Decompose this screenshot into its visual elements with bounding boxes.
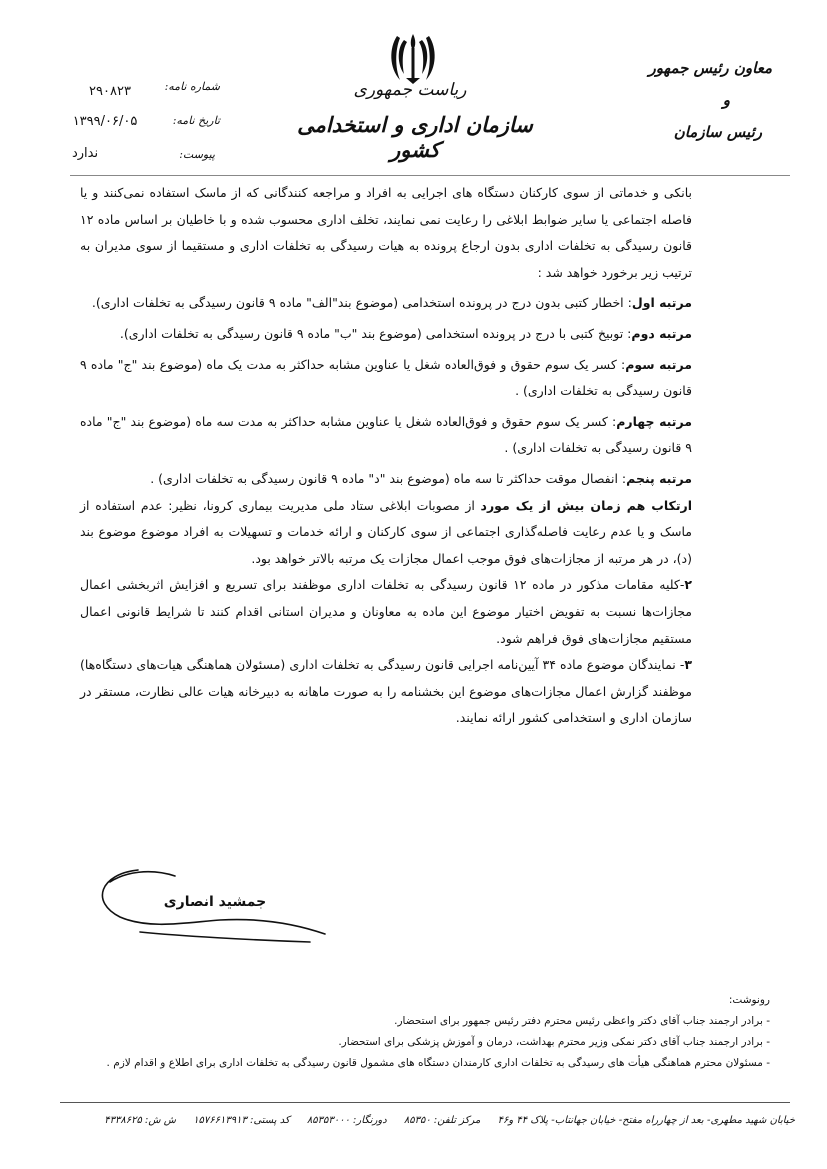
level-3-text: : کسر یک سوم حقوق و فوق‌العاده شغل یا عناوین مشابه حداکثر به مدت یک ماه (موضوع بند "ج" ماده ۹ قانون رسیدگی به تخلفات اداری) . bbox=[80, 356, 692, 399]
level-5-title: مرتبه پنجم bbox=[626, 470, 692, 486]
attachment-value: ندارد bbox=[71, 146, 99, 161]
level-1-paragraph bbox=[80, 290, 692, 317]
letter-body bbox=[80, 180, 692, 732]
level-2-text: : توبیخ کتبی با درج در پرونده استخدامی (موضوع بند "ب" ماده ۹ قانون رسیدگی به تخلفات اداری). bbox=[119, 325, 632, 341]
repeat-paragraph bbox=[80, 493, 692, 573]
date-value: ۱۳۹۹/۰۶/۰۵ bbox=[72, 114, 138, 129]
intro-paragraph: بانکی و خدماتی از سوی کارکنان دستگاه های اجرایی به افراد و مراجعه کنندگانی که از ماسک استفاده نمی‌کنند و یا فاصله اجتماعی یا سایر ضوابط ابلاغی را رعایت نمی نمایند، تخلف اداری محسوب شده و با خاطیان بر اساس ماده ۱۲ قانون رسیدگی به تخلفات اداری بدون ارجاع پرونده به هیات رسیدگی به تخلفات اداری و مستقیما از سوی مدیران به ترتیب زیر برخورد خواهد شد : bbox=[80, 185, 692, 280]
presidency-title: ریاست جمهوری bbox=[353, 80, 467, 100]
level-2-title: مرتبه دوم bbox=[631, 325, 692, 341]
addressee-line1: معاون رئیس جمهور bbox=[648, 59, 772, 77]
iran-emblem-icon bbox=[388, 30, 438, 86]
footer bbox=[80, 1115, 795, 1126]
number-value: ۲۹۰۸۲۳ bbox=[89, 84, 131, 99]
footer-national-id: ش ش: ۴۳۳۸۶۲۵ bbox=[104, 1115, 176, 1126]
signatory-name: جمشید انصاری bbox=[163, 894, 267, 910]
cc-line-2: - برادر ارجمند جناب آقای دکتر نمکی وزیر محترم بهداشت، درمان و آموزش پزشکی برای استحضار. bbox=[338, 1036, 770, 1048]
level-5-text: : انفصال موقت حداکثر تا سه ماه (موضوع بند "د" ماده ۹ قانون رسیدگی به تخلفات اداری) . bbox=[150, 470, 627, 486]
level-2-paragraph bbox=[80, 321, 692, 348]
footer-call-center: مرکز تلفن: ۸۵۳۵۰ bbox=[403, 1115, 481, 1126]
item-3-paragraph bbox=[80, 652, 692, 732]
level-1-title: مرتبه اول bbox=[631, 295, 692, 311]
item-2-text: -کلیه مقامات مذکور در ماده ۱۲ قانون رسیدگی به تخلفات اداری موظفند برای تسریع و افزایش اثربخشی اعمال مجازات‌ها نسبت به تفویض اختیار موضوع این ماده به معاونان و مدیران استانی اقدام کنند تا شرایط قانونی اعمال مستقیم مجازات‌های فوق فراهم شود. bbox=[80, 577, 692, 646]
attachment-label: پیوست: bbox=[179, 148, 215, 161]
repeat-title: ارتکاب هم زمان بیش از یک مورد bbox=[480, 497, 693, 513]
addressee-line3: رئیس سازمان bbox=[673, 123, 762, 141]
cc-block bbox=[80, 990, 770, 1074]
level-3-paragraph bbox=[80, 352, 692, 405]
footer-address: خیابان شهید مطهری- بعد از چهارراه مفتح- خیابان جهانتاب- پلاک ۴۴ و۴۶ bbox=[497, 1115, 795, 1126]
footer-postal-code: کد پستی: ۱۵۷۶۶۱۳۹۱۳ bbox=[193, 1115, 290, 1126]
level-4-paragraph bbox=[80, 409, 692, 462]
level-5-paragraph bbox=[80, 466, 692, 493]
repeat-text: از مصوبات ابلاغی ستاد ملی مدیریت بیماری کرونا، نظیر: عدم استفاده از ماسک و یا عدم رعایت فاصله‌گذاری اجتماعی از سوی کارکنان و ارائه خدمات و تسهیلات به افراد موضوع موضوع بند (د)، در هر مرتبه از مجازات‌های فوق موجب اعمال مجازات یک مرتبه بالاتر خواهد بود. bbox=[80, 497, 692, 566]
organization-title: سازمان اداری و استخدامی کشور bbox=[297, 112, 533, 162]
cc-title: رونوشت: bbox=[728, 994, 770, 1006]
level-4-title: مرتبه چهارم bbox=[616, 413, 692, 429]
header-divider bbox=[70, 175, 790, 176]
item-2-number: ۲ bbox=[684, 577, 692, 593]
addressee-block bbox=[632, 52, 772, 148]
level-1-text: : اخطار کتبی بدون درج در پرونده استخدامی (موضوع بند"الف" ماده ۹ قانون رسیدگی به تخلفات اداری). bbox=[91, 295, 632, 311]
addressee-line2: و bbox=[722, 91, 730, 109]
number-label: شماره نامه: bbox=[164, 80, 220, 93]
item-3-number: ۳ bbox=[684, 657, 693, 673]
level-3-title: مرتبه سوم bbox=[625, 356, 692, 372]
item-2-paragraph bbox=[80, 572, 692, 652]
footer-divider bbox=[60, 1102, 790, 1103]
cc-line-3: - مسئولان محترم هماهنگی هیأت های رسیدگی به تخلفات اداری کارمندان دستگاه های مشمول قانون رسیدگی به تخلفات اداری برای اطلاع و اقدام لازم . bbox=[106, 1057, 770, 1069]
footer-fax: دورنگار: ۸۵۳۵۳۰۰۰ bbox=[306, 1115, 387, 1126]
item-3-text: - نمایندگان موضوع ماده ۳۴ آیین‌نامه اجرایی قانون رسیدگی به تخلفات اداری (مسئولان هماهنگی هیات‌های دستگاه‌ها) موظفند گزارش اعمال مجازات‌های موضوع این بخشنامه را به صورت ماهانه به دبیرخانه هیات عالی نظارت، مستقر در سازمان اداری و استخدامی کشور ارائه نمایند. bbox=[80, 657, 692, 726]
level-4-text: : کسر یک سوم حقوق و فوق‌العاده شغل یا عناوین مشابه حداکثر به مدت سه ماه (موضوع بند "ج" ماده ۹ قانون رسیدگی به تخلفات اداری) . bbox=[80, 413, 692, 456]
date-label: تاریخ نامه: bbox=[172, 114, 220, 127]
cc-line-1: - برادر ارجمند جناب آقای دکتر واعظی رئیس محترم دفتر رئیس جمهور برای استحضار. bbox=[394, 1015, 770, 1027]
